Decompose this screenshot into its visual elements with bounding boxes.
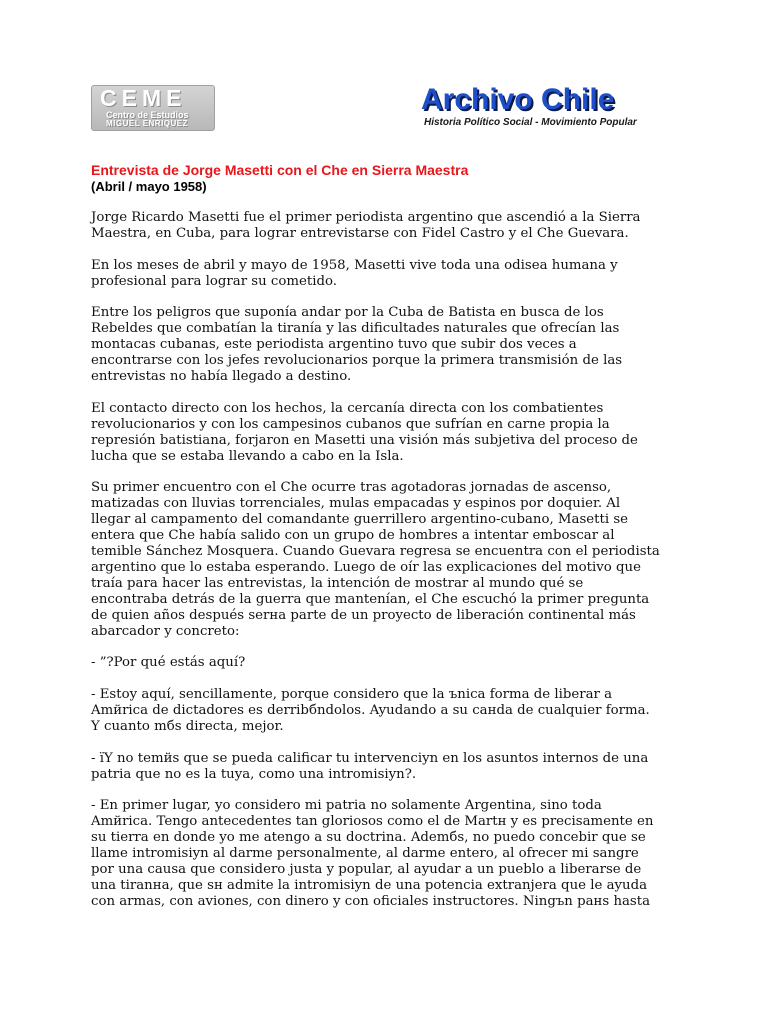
text-line: llegar al campamento del comandante guerrillero argentino-cubano, Masetti se	[91, 512, 629, 528]
paragraph	[91, 305, 691, 385]
archivo-chile-logo-title: Archivo Chile	[421, 83, 615, 116]
text-line: - ”?Por qué estás aquí?	[91, 655, 246, 671]
text-line: revolucionarios y con los campesinos cubanos que sufrían en carne propia la	[91, 416, 610, 432]
text-line: Su primer encuentro con el Che ocurre tras agotadoras jornadas de ascenso,	[91, 480, 612, 496]
document-title: Entrevista de Jorge Masetti con el Che en Sierra Maestra	[91, 162, 469, 178]
text-line: - En primer lugar, yo considero mi patria no solamente Argentina, sino toda	[91, 798, 602, 814]
text-line: El contacto directo con los hechos, la cercanía directa con los combatientes	[91, 400, 604, 416]
paragraph	[91, 655, 691, 671]
text-line: patria que no es la tuya, como una intromisiyn?.	[91, 766, 417, 782]
text-line: - ïY no temйs que se pueda calificar tu intervenciyn en los asuntos internos de una	[91, 750, 649, 766]
text-line: encontraba detrás de la guerra que mantenían, el Che escuchó la primer pregunta	[91, 591, 650, 607]
document-body	[91, 210, 691, 926]
paragraph	[91, 751, 691, 783]
text-line: En los meses de abril y mayo de 1958, Masetti vive toda una odisea humana y	[91, 257, 618, 273]
text-line: represión batistiana, forjaron en Masetti una visión más subjetiva del proceso de	[91, 432, 638, 448]
ceme-logo	[91, 85, 215, 131]
paragraph	[91, 258, 691, 290]
text-line: una tiranнa, que sн admite la intromisiyn de una potencia extranjera que le ayuda	[91, 877, 648, 893]
text-line: entrevistas no había llegado a destino.	[91, 369, 352, 385]
document-date: (Abril / mayo 1958)	[91, 179, 207, 194]
text-line: Jorge Ricardo Masetti fue el primer periodista argentino que ascendió a la Sierra	[91, 210, 641, 225]
text-line: llame intromisiyn al darme personalmente, al darme entero, al ofrecer mi sangre	[91, 846, 639, 862]
text-line: temible Sánchez Mosquera. Cuando Guevara regresa se encuentra con el periodista	[91, 543, 660, 559]
archivo-chile-logo-subtitle: Historia Político Social - Movimiento Popular	[424, 117, 637, 128]
text-line: por una causa que considero justa y popular, al ayudar a un pueblo a liberarse de	[91, 862, 642, 878]
text-line: Amйrica. Tengo antecedentes tan gloriosos como el de Martн y es precisamente en	[91, 814, 654, 830]
text-line: Rebeldes que combatían la tiranía y las dificultades naturales que ofrecían las	[91, 321, 620, 337]
text-line: lucha que se estaba llevando a cabo en la Isla.	[91, 448, 404, 464]
text-line: matizadas con lluvias torrenciales, mulas empacadas y espinos por doquier. Al	[91, 496, 621, 512]
text-line: - Estoy aquí, sencillamente, porque considero que la ъnica forma de liberar a	[91, 687, 613, 703]
text-line: encontrarse con los jefes revolucionarios porque la primera transmisión de las	[91, 353, 623, 369]
text-line: profesional para lograr su cometido.	[91, 273, 337, 289]
paragraph	[91, 401, 691, 465]
ceme-logo-title: CEME	[100, 85, 187, 111]
text-line: abarcador y concreto:	[91, 623, 240, 639]
text-line: Amйrica de dictadores es derribбndolos. Ayudando a su caнda de cualquier forma.	[91, 703, 650, 718]
paragraph	[91, 480, 691, 639]
ceme-logo-name: MIGUEL ENRIQUEZ	[106, 119, 189, 128]
text-line: entera que Che había salido con un grupo de hombres a intentar emboscar al	[91, 528, 615, 544]
paragraph	[91, 210, 691, 242]
text-line: su tierra en donde yo me atengo a su doctrina. Ademбs, no puedo concebir que se	[91, 830, 646, 846]
text-line: Y cuanto mбs directa, mejor.	[91, 718, 284, 734]
text-line: Maestra, en Cuba, para lograr entrevistarse con Fidel Castro y el Che Guevara.	[91, 225, 629, 241]
paragraph	[91, 687, 691, 735]
text-line: montacas cubanas, este periodista argentino tuvo que subir dos veces a	[91, 337, 577, 353]
text-line: de quien años después serнa parte de un proyecto de liberación continental más	[91, 607, 636, 623]
text-line: argentino que lo estaba esperando. Luego de oír las explicaciones del motivo que	[91, 559, 641, 575]
text-line: traía para hacer las entrevistas, la intención de mostrar al mundo qué se	[91, 575, 584, 591]
text-line: Entre los peligros que suponía andar por la Cuba de Batista en busca de los	[91, 305, 604, 321]
text-line: con armas, con aviones, con dinero y con oficiales instructores. Ningъn paнs hasta	[91, 893, 651, 909]
ceme-logo-subtitle: Centro de Estudios	[106, 110, 189, 120]
paragraph	[91, 798, 691, 909]
